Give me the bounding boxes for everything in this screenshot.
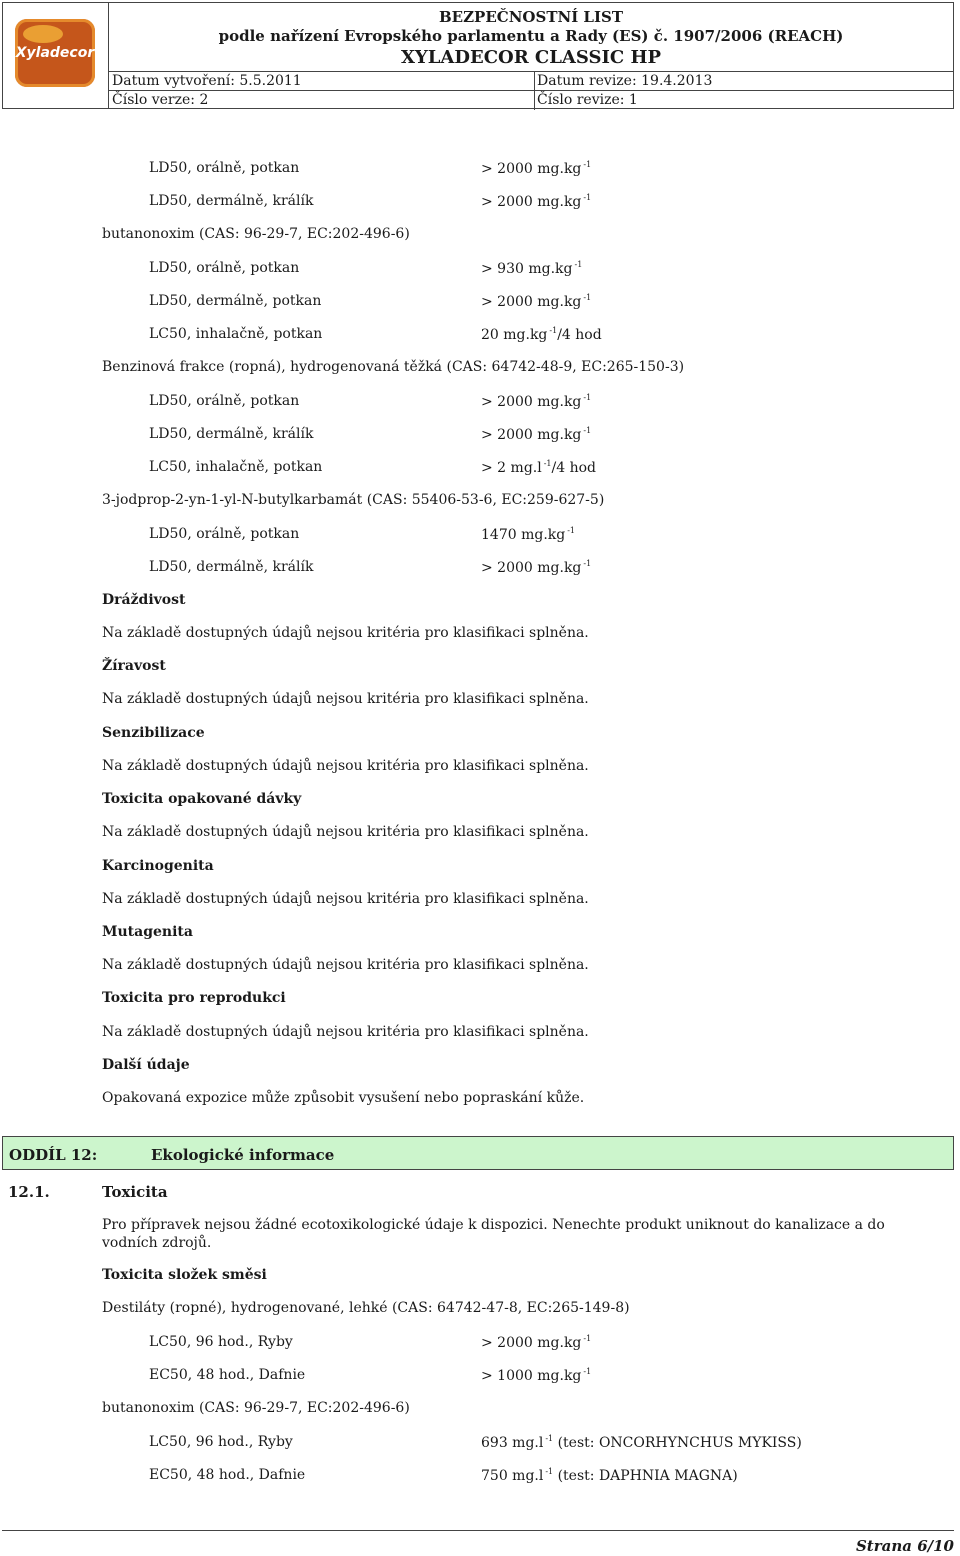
tox-value: > 930 mg.kg $^{-1}$ (481, 260, 583, 277)
eco-label: LC50, 96 hod., Ryby (149, 1434, 293, 1450)
hazard-text: Na základě dostupných údajů nejsou kritéria pro klasifikaci splněna. (102, 957, 589, 973)
subsection-title: Toxicita (102, 1183, 168, 1201)
eco-label: EC50, 48 hod., Dafnie (149, 1467, 306, 1483)
eco-value: > 2000 mg.kg $^{-1}$ (481, 1334, 592, 1351)
date-revised: Datum revize: 19.4.2013 (537, 73, 713, 89)
product-name: XYLADECOR CLASSIC HP (400, 47, 662, 68)
section-title: Ekologické informace (151, 1146, 335, 1164)
tox-label: LC50, inhalačně, potkan (149, 459, 323, 475)
section-number: ODDÍL 12: (9, 1146, 98, 1164)
hazard-text: Na základě dostupných údajů nejsou kritéria pro klasifikaci splněna. (102, 691, 589, 707)
tox-label: LD50, dermálně, králík (149, 559, 314, 575)
eco-value: 693 mg.l $^{-1}$ (test: ONCORHYNCHUS MYKISS) (481, 1434, 802, 1451)
hazard-heading: Toxicita opakované dávky (102, 791, 302, 807)
eco-value: > 1000 mg.kg $^{-1}$ (481, 1367, 592, 1384)
section-12-bar (2, 1136, 954, 1170)
hazard-heading: Další údaje (102, 1057, 190, 1073)
tox-value: > 2000 mg.kg $^{-1}$ (481, 559, 592, 576)
substance-heading: Destiláty (ropné), hydrogenované, lehké (CAS: 64742-47-8, EC:265-149-8) (102, 1300, 630, 1316)
tox-label: LD50, orálně, potkan (149, 160, 300, 176)
eco-label: EC50, 48 hod., Dafnie (149, 1367, 306, 1383)
hazard-heading: Senzibilizace (102, 725, 205, 741)
header-version-row (109, 90, 953, 110)
tox-label: LD50, dermálně, králík (149, 193, 314, 209)
tox-value: > 2 mg.l $^{-1}$/4 hod (481, 459, 596, 476)
sheet-title: BEZPEČNOSTNÍ LIST (439, 8, 623, 26)
version-number: Číslo verze: 2 (112, 92, 209, 108)
document-header (2, 2, 954, 109)
substance-heading: butanonoxim (CAS: 96-29-7, EC:202-496-6) (102, 1400, 410, 1416)
hazard-heading: Toxicita pro reprodukci (102, 990, 286, 1006)
tox-value: > 2000 mg.kg $^{-1}$ (481, 193, 592, 210)
hazard-heading: Mutagenita (102, 924, 193, 940)
logo-cell (3, 3, 109, 108)
regulation-title: podle nařízení Evropského parlamentu a Rady (ES) č. 1907/2006 (REACH) (218, 27, 844, 45)
hazard-text: Na základě dostupných údajů nejsou kritéria pro klasifikaci splněna. (102, 758, 589, 774)
substance-heading: butanonoxim (CAS: 96-29-7, EC:202-496-6) (102, 226, 410, 242)
tox-label: LD50, orálně, potkan (149, 393, 300, 409)
date-created: Datum vytvoření: 5.5.2011 (112, 73, 302, 89)
eco-label: LC50, 96 hod., Ryby (149, 1334, 293, 1350)
eco-value: 750 mg.l $^{-1}$ (test: DAPHNIA MAGNA) (481, 1467, 738, 1484)
tox-label: LD50, dermálně, potkan (149, 293, 322, 309)
xyladecor-logo (15, 19, 95, 87)
revision-number: Číslo revize: 1 (537, 92, 638, 108)
hazard-text: Na základě dostupných údajů nejsou kritéria pro klasifikaci splněna. (102, 824, 589, 840)
hazard-heading: Žíravost (102, 658, 166, 674)
page-number: Strana 6/10 (855, 1537, 954, 1555)
tox-label: LD50, orálně, potkan (149, 260, 300, 276)
tox-label: LD50, dermálně, králík (149, 426, 314, 442)
hazard-text: Na základě dostupných údajů nejsou kritéria pro klasifikaci splněna. (102, 1024, 589, 1040)
tox-value: 20 mg.kg $^{-1}$/4 hod (481, 326, 602, 343)
header-dates-row (109, 71, 953, 91)
hazard-text: Na základě dostupných údajů nejsou kritéria pro klasifikaci splněna. (102, 891, 589, 907)
tox-value: 1470 mg.kg $^{-1}$ (481, 526, 576, 543)
tox-label: LD50, orálně, potkan (149, 526, 300, 542)
tox-value: > 2000 mg.kg $^{-1}$ (481, 160, 592, 177)
footer-rule (2, 1530, 954, 1531)
subsection-number: 12.1. (8, 1183, 50, 1201)
substance-heading: 3-jodprop-2-yn-1-yl-N-butylkarbamát (CAS: 55406-53-6, EC:259-627-5) (102, 492, 605, 508)
tox-value: > 2000 mg.kg $^{-1}$ (481, 426, 592, 443)
tox-value: > 2000 mg.kg $^{-1}$ (481, 293, 592, 310)
components-heading: Toxicita složek směsi (102, 1267, 267, 1283)
hazard-heading: Karcinogenita (102, 858, 214, 874)
hazard-text: Na základě dostupných údajů nejsou kritéria pro klasifikaci splněna. (102, 625, 589, 641)
eco-intro: Pro přípravek nejsou žádné ecotoxikologické údaje k dispozici. Nenechte produkt uniknout do kanalizace a do vodních zdrojů. (102, 1217, 885, 1251)
hazard-text: Opakovaná expozice může způsobit vysušení nebo popraskání kůže. (102, 1090, 585, 1106)
tox-label: LC50, inhalačně, potkan (149, 326, 323, 342)
tox-value: > 2000 mg.kg $^{-1}$ (481, 393, 592, 410)
substance-heading: Benzinová frakce (ropná), hydrogenovaná těžká (CAS: 64742-48-9, EC:265-150-3) (102, 359, 685, 375)
hazard-heading: Dráždivost (102, 592, 186, 608)
logo-text: Xyladecor (15, 45, 95, 61)
